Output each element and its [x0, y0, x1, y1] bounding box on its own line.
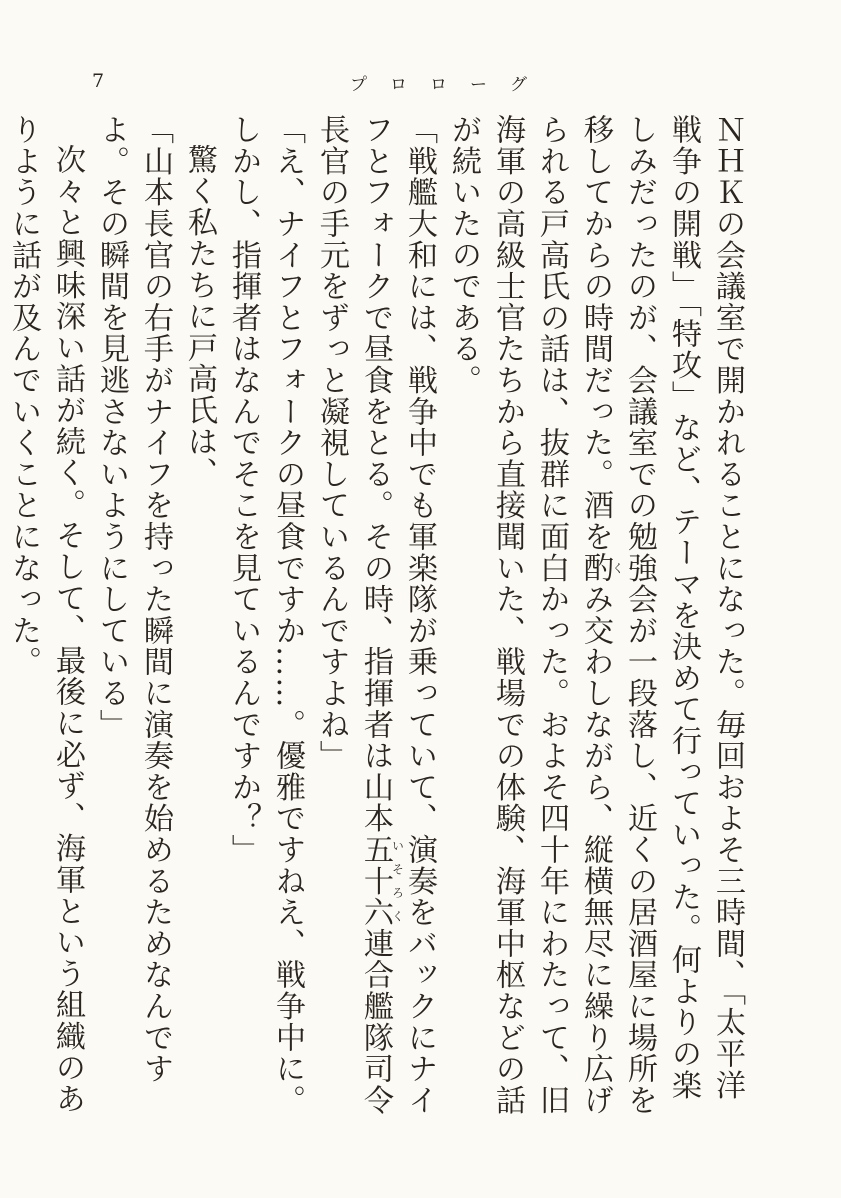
ruby-kumi-reading: く	[610, 552, 625, 584]
ruby-kumi-base: 酌	[578, 552, 613, 584]
ruby-kumi	[578, 552, 625, 584]
paragraph-4: 驚く私たちに戸高氏は、	[182, 144, 217, 489]
paragraph-3: 「え、ナイフとフォークの昼食ですか……。優雅ですねえ、戦争中に。しかし、指揮者はなんでそこを見ているんですか？」	[226, 114, 305, 1116]
ruby-isoroku-base: 五十六	[358, 833, 393, 928]
paragraph-1-text-a: ＮＨＫの会議室で開かれることになった。毎回およそ三時間、「太平洋戦争の開戦」「特攻」など、テーマを決めて行っていった。何よりの楽しみだったのが、会議室での勉強会が一段落し、近くの居酒屋に場所を移してからの時間だった。酒を	[578, 114, 745, 1116]
paragraph-2	[309, 114, 441, 1124]
paragraph-1	[441, 114, 749, 1124]
ruby-isoroku-reading: いそろく	[390, 833, 405, 928]
running-title: プロローグ	[350, 75, 550, 95]
paragraph-6: 次々と興味深い話が続く。そして、最後に必ず、海軍という組織のありように話が及んでいくことになった。	[6, 114, 85, 1115]
paragraph-2-text-a: 「戦艦大和には、戦争中でも軍楽隊が乗っていて、演奏をバックにナイフとフォークで昼食をとる。その時、指揮者は山本	[358, 114, 437, 1116]
ruby-isoroku	[358, 833, 405, 928]
paragraph-5: 「山本長官の右手がナイフを持った瞬間に演奏を始めるためなんですよ。その瞬間を見逃さないようにしている」	[94, 114, 173, 1085]
body-text	[6, 114, 749, 1124]
paragraph-1-text-b: み交わしながら、縦横無尽に繰り広げられる戸高氏の話は、抜群に面白かった。およそ四十年にわたって、旧海軍の高級士官たちから直接聞いた、戦場での体験、海軍中枢などの話が続いたのである。	[446, 114, 613, 1116]
paragraph-2-text-b: 連合艦隊司令長官の手元をずっと凝視しているんですよね」	[314, 114, 393, 1116]
page-number: 7	[92, 70, 106, 92]
